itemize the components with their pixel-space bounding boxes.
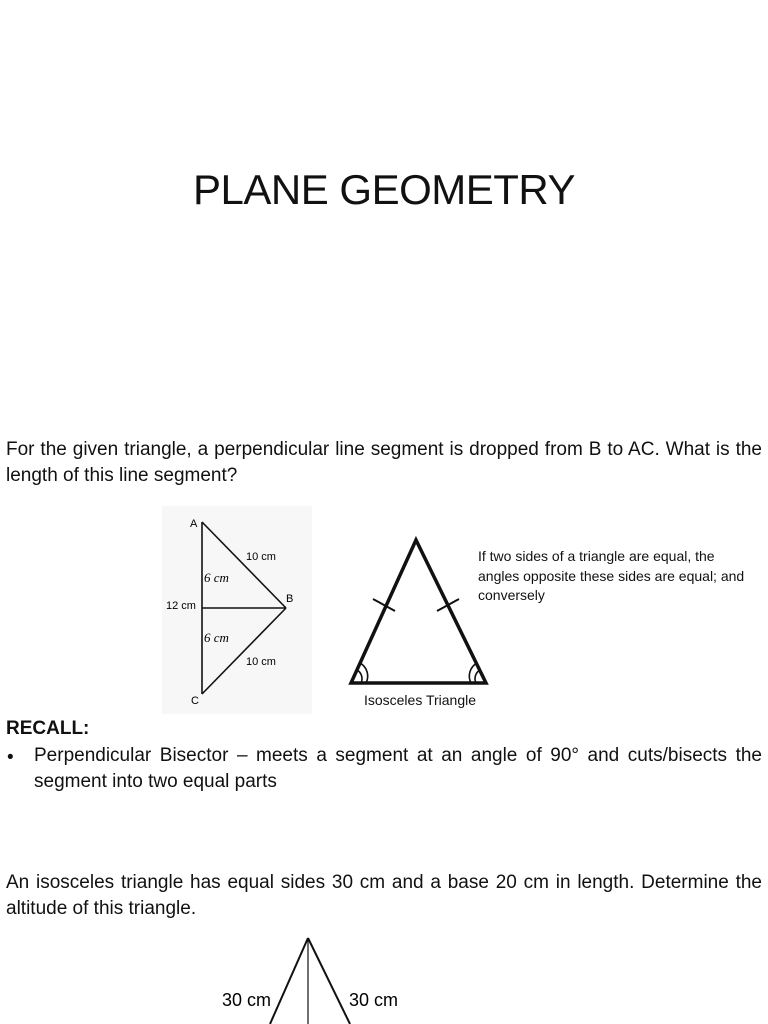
triangle-abc-figure: [162, 506, 312, 714]
vertex-a-label: A: [190, 518, 198, 530]
isosceles-theorem-note: If two sides of a triangle are equal, the angles opposite these sides are equal; and conversely: [478, 548, 745, 603]
problem-1-text: For the given triangle, a perpendicular line segment is dropped from B to AC. What is the length of this line segment?: [6, 439, 762, 486]
side-bc-label: 10 cm: [246, 656, 276, 668]
lower-segment-label: 6 cm: [204, 630, 229, 645]
left-side-label: 30 cm: [222, 990, 272, 1010]
side-ab-label: 10 cm: [246, 551, 276, 563]
right-side-label: 30 cm: [349, 990, 399, 1010]
isosceles-triangle-outline: [351, 540, 486, 683]
vertex-b-label: B: [286, 593, 294, 605]
recall-heading: RECALL:: [6, 718, 90, 739]
altitude-triangle-figure: [210, 930, 410, 1024]
recall-item: Perpendicular Bisector – meets a segment at an angle of 90° and cuts/bisects the segment into two equal parts: [34, 745, 762, 792]
bullet-marker: •: [7, 747, 14, 768]
problem-2-text: An isosceles triangle has equal sides 30 cm and a base 20 cm in length. Determine the altitude of this triangle.: [6, 872, 762, 919]
page-title: PLANE GEOMETRY: [193, 166, 575, 213]
vertex-c-label: C: [191, 695, 199, 707]
side-ac-label: 12 cm: [166, 600, 196, 612]
upper-segment-label: 6 cm: [204, 570, 229, 585]
isosceles-caption: Isosceles Triangle: [363, 692, 477, 708]
isosceles-triangle-figure: [344, 530, 494, 690]
right-equal-side-line: [308, 938, 350, 1024]
left-equal-side-line: [270, 938, 308, 1024]
